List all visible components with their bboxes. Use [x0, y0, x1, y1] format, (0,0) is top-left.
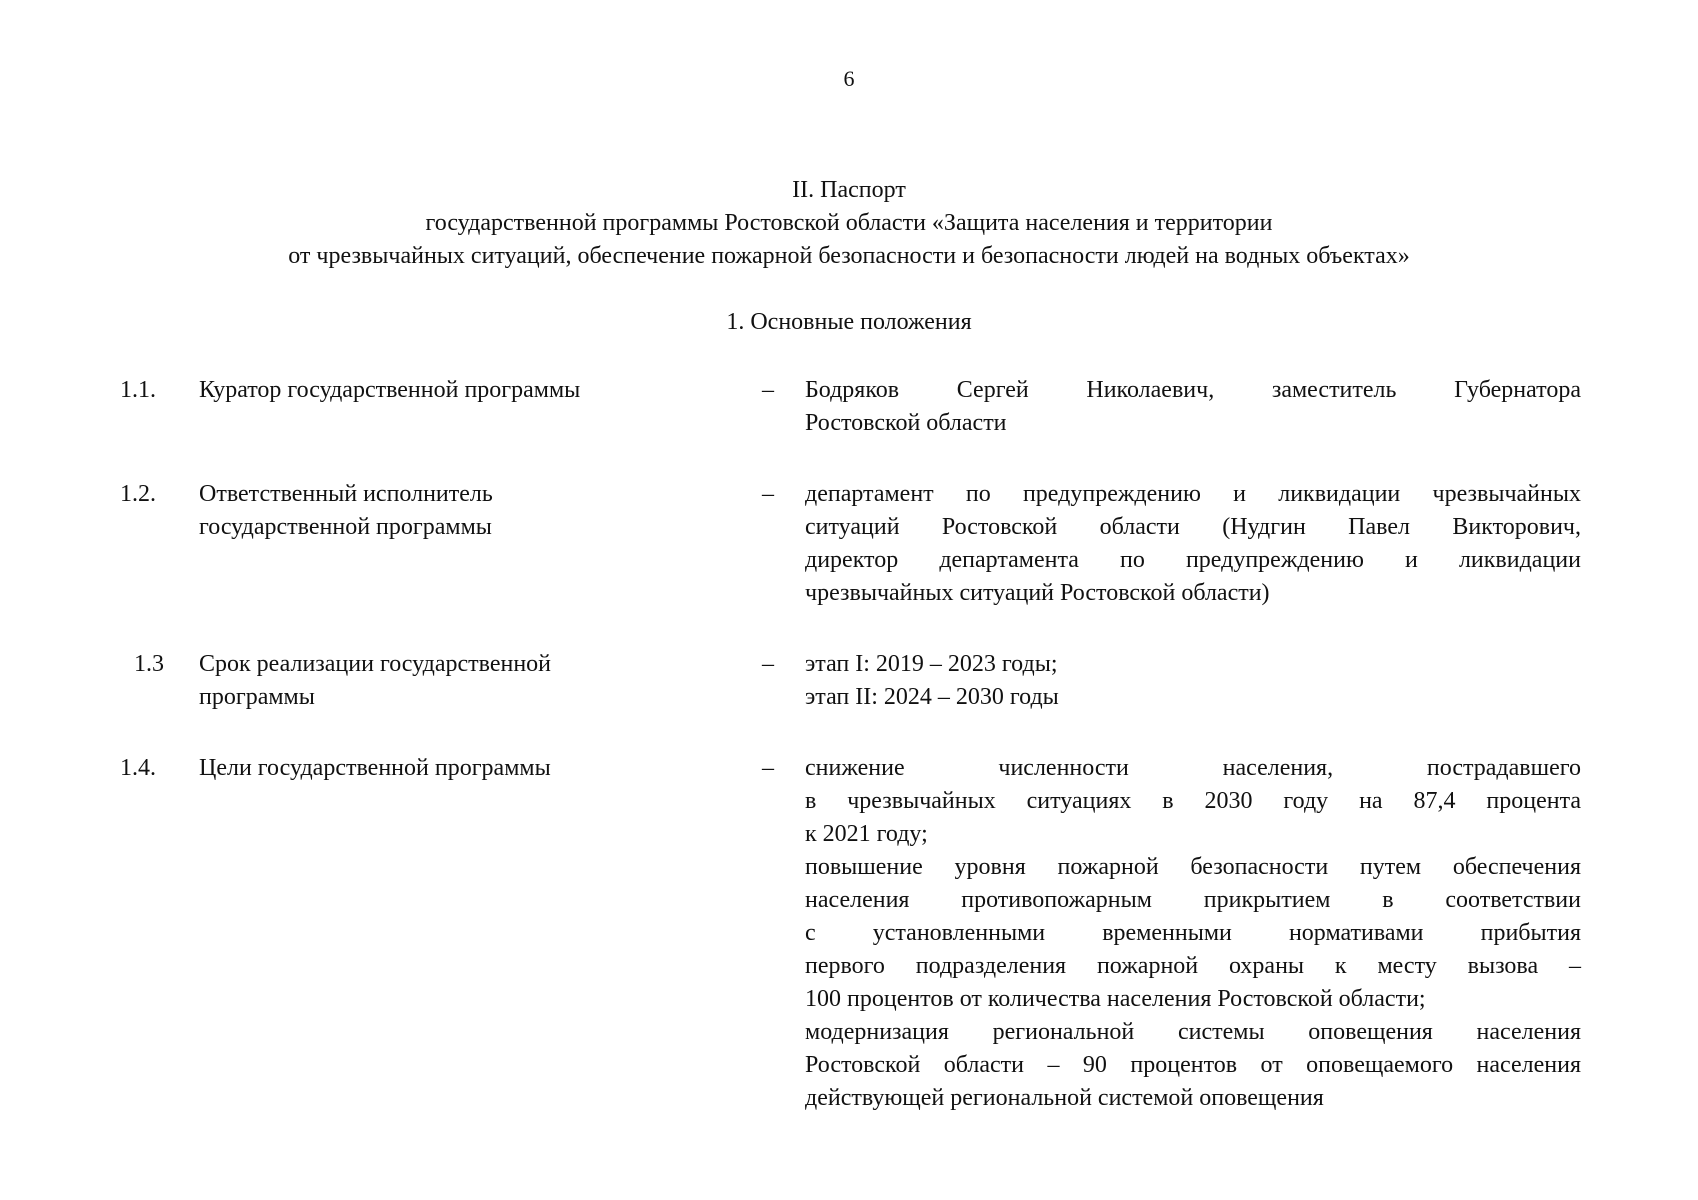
value-line: Бодряков Сергей Николаевич, заместитель Губернатора [805, 377, 1581, 403]
row-number: 1.3 [134, 651, 164, 677]
value-line: ситуаций Ростовской области (Нудгин Павел Викторович, [805, 514, 1581, 540]
row-value [805, 648, 1581, 714]
value-line: департамент по предупреждению и ликвидации чрезвычайных [805, 481, 1581, 507]
row-label: Куратор государственной программы [199, 377, 581, 403]
row-dash: – [762, 377, 774, 403]
value-line: 100 процентов от количества населения Ростовской области; [805, 986, 1426, 1012]
row-label: Ответственный исполнитель государственной программы [199, 481, 493, 540]
document-title [0, 174, 1698, 273]
row-number: 1.4. [120, 755, 156, 781]
row-number: 1.1. [120, 377, 156, 403]
row-dash: – [762, 755, 774, 781]
value-line: чрезвычайных ситуаций Ростовской области) [805, 580, 1270, 606]
title-line-3: от чрезвычайных ситуаций, обеспечение пожарной безопасности и безопасности людей на водных объектах» [288, 243, 1410, 269]
row-value [805, 374, 1581, 440]
value-line: модернизация региональной системы оповещения населения [805, 1019, 1581, 1045]
title-line-2: государственной программы Ростовской области «Защита населения и территории [425, 210, 1273, 236]
value-line: повышение уровня пожарной безопасности путем обеспечения [805, 854, 1581, 880]
page-number: 6 [843, 66, 855, 91]
value-line: снижение численности населения, пострадавшего [805, 755, 1581, 781]
row-label: Цели государственной программы [199, 755, 551, 781]
value-line: первого подразделения пожарной охраны к месту вызова – [805, 953, 1581, 979]
value-line: к 2021 году; [805, 821, 928, 847]
row-value [805, 478, 1581, 610]
row-dash: – [762, 651, 774, 677]
value-line: этап I: 2019 – 2023 годы; [805, 651, 1058, 677]
row-dash: – [762, 481, 774, 507]
value-line: с установленными временными нормативами прибытия [805, 920, 1581, 946]
value-line: Ростовской области [805, 410, 1007, 436]
row-value [805, 752, 1581, 1115]
row-number: 1.2. [120, 481, 156, 507]
value-line: директор департамента по предупреждению и ликвидации [805, 547, 1581, 573]
value-line: в чрезвычайных ситуациях в 2030 году на 87,4 процента [805, 788, 1581, 814]
title-line-1: II. Паспорт [792, 177, 906, 203]
value-line: этап II: 2024 – 2030 годы [805, 684, 1059, 710]
row-label: Срок реализации государственной программы [199, 651, 552, 710]
section-heading: 1. Основные положения [726, 309, 972, 335]
value-line: населения противопожарным прикрытием в соответствии [805, 887, 1581, 913]
value-line: действующей региональной системой оповещения [805, 1085, 1324, 1111]
value-line: Ростовской области – 90 процентов от оповещаемого населения [805, 1052, 1581, 1078]
